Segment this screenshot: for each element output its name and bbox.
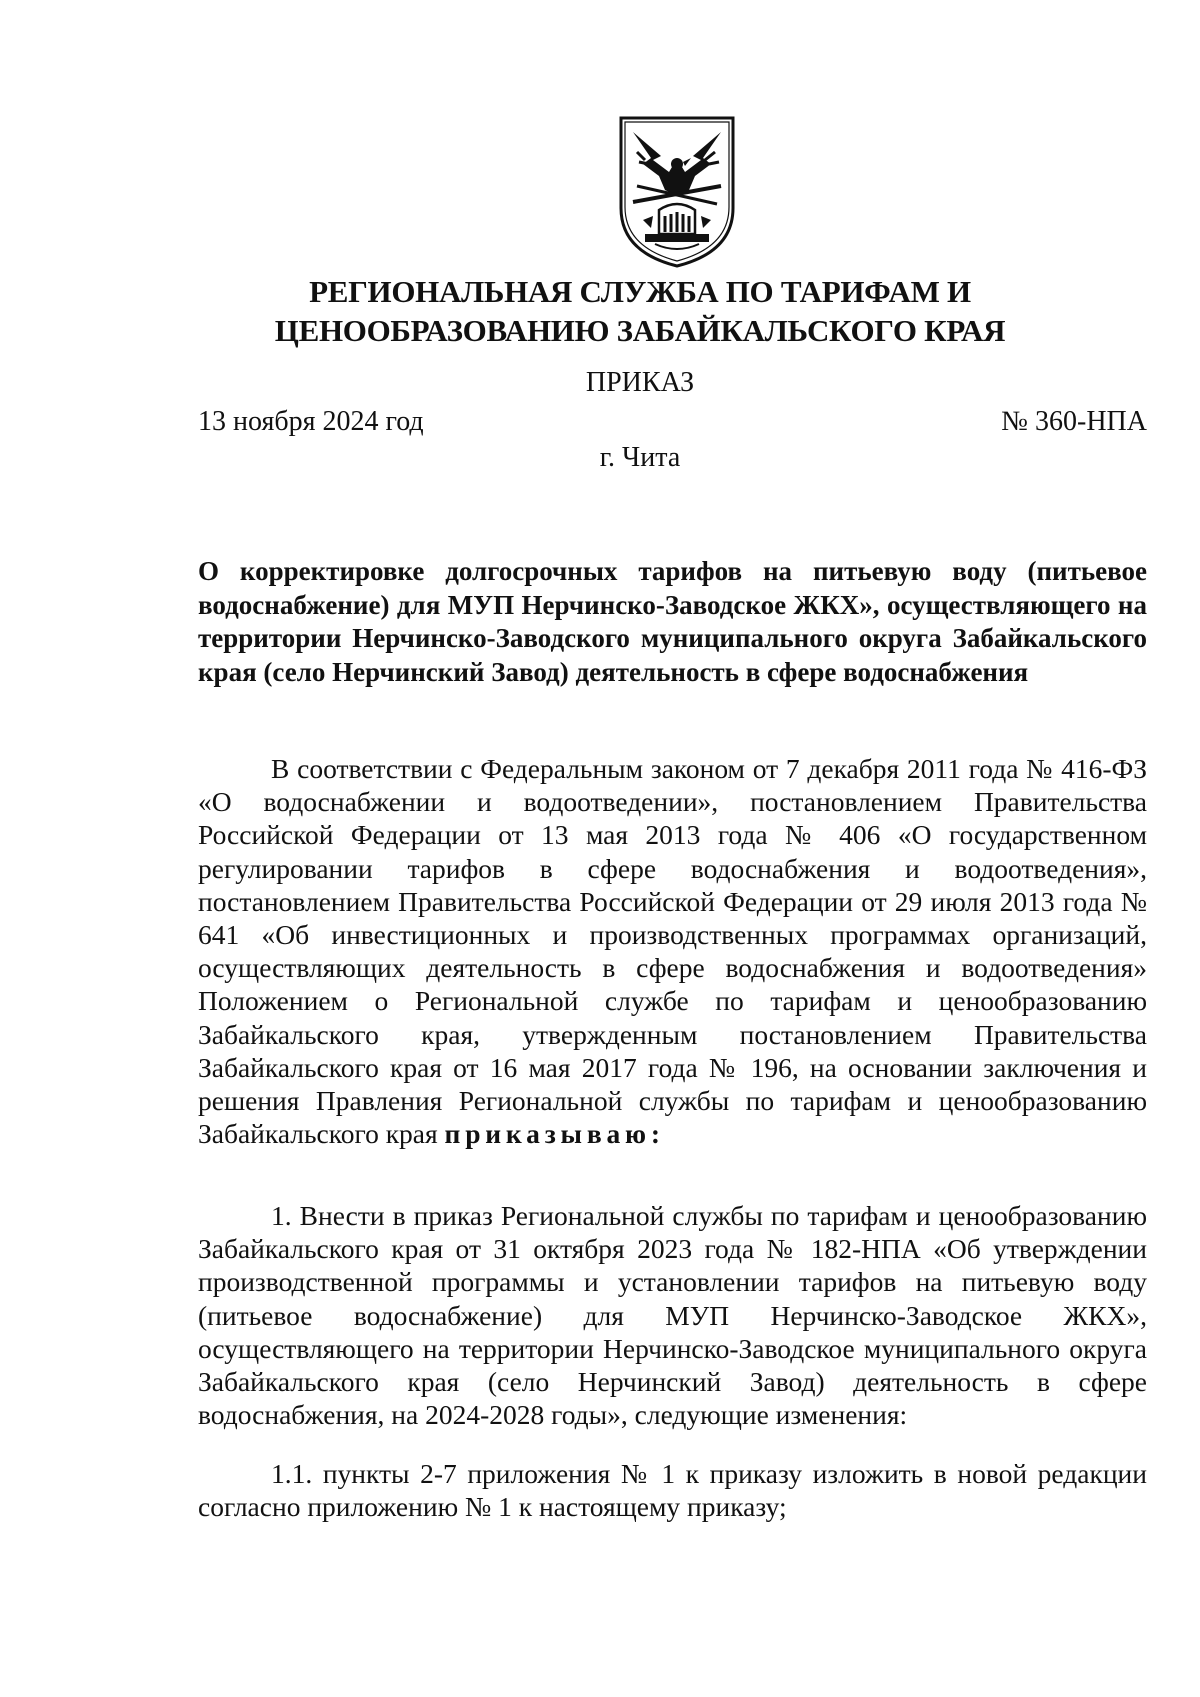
order-word: приказываю: xyxy=(444,1118,665,1150)
item-1-1-paragraph: 1.1. пункты 2-7 приложения № 1 к приказу изложить в новой редакции согласно приложению № 1 к настоящему приказу; xyxy=(198,1458,1147,1523)
document-city: г. Чита xyxy=(599,442,681,473)
organization-title xyxy=(200,272,1080,350)
document-number: № 360-НПА xyxy=(1001,406,1147,437)
preamble-text: В соответствии с Федеральным законом от 7 декабря 2011 года № 416-ФЗ «О водоснабжении и водоотведении», постановлением Правительства Российской Федерации от 13 мая 2013 года № 406 «О государственном регулировании тарифов в сфере водоснабжения и водоотведения», постановлением Правительства Российской Федерации от 29 июля 2013 года № 641 «Об инвестиционных и производственных программах организаций, осуществляющих деятельность в сфере водоснабжения и водоотведения» Положением о Региональной службе по тарифам и ценообразованию Забайкальского края, утвержденным постановлением Правительства Забайкальского края от 16 мая 2017 года № 196, на основании заключения и решения Правления Региональной службы по тарифам и ценообразованию Забайкальского края xyxy=(198,753,1147,1150)
preamble-paragraph xyxy=(198,752,1147,1150)
coat-of-arms-emblem xyxy=(615,112,739,270)
organization-title-line-1: РЕГИОНАЛЬНАЯ СЛУЖБА ПО ТАРИФАМ И xyxy=(309,274,971,309)
document-date: 13 ноября 2024 год xyxy=(198,406,424,437)
document-subject: О корректировке долгосрочных тарифов на питьевую воду (питьевое водоснабжение) для МУП Нерчинско-Заводское ЖКХ», осуществляющего на территории Нерчинско-Заводского муниципального округа Забайкальского края (село Нерчинский Завод) деятельность в сфере водоснабжения xyxy=(198,556,1147,687)
organization-title-line-2: ЦЕНООБРАЗОВАНИЮ ЗАБАЙКАЛЬСКОГО КРАЯ xyxy=(274,313,1006,348)
document-type: ПРИКАЗ xyxy=(585,367,695,398)
item-1-paragraph: 1. Внести в приказ Региональной службы по тарифам и ценообразованию Забайкальского края от 31 октября 2023 года № 182-НПА «Об утверждении производственной программы и установлении тарифов на питьевую воду (питьевое водоснабжение) для МУП Нерчинско-Заводское ЖКХ», осуществляющего на территории Нерчинско-Заводское муниципального округа Забайкальского края (село Нерчинский Завод) деятельность в сфере водоснабжения, на 2024-2028 годы», следующие изменения: xyxy=(198,1200,1147,1431)
